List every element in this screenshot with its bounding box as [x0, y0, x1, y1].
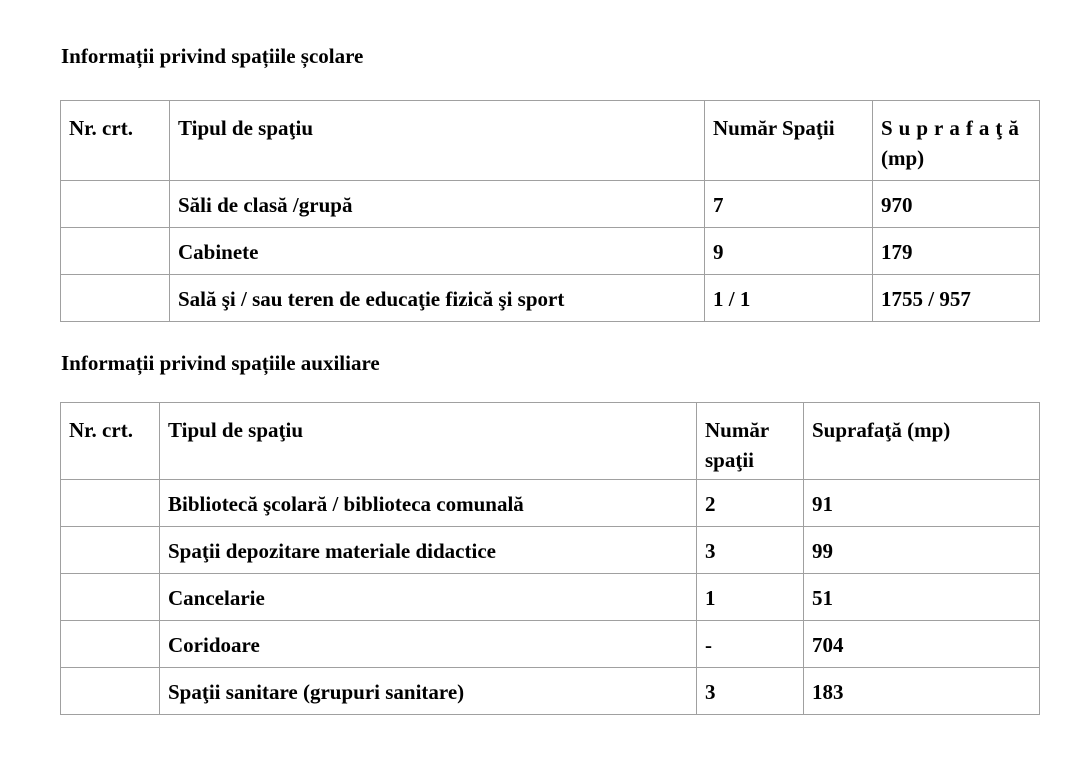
- table-row: [61, 480, 1040, 527]
- cell-nr: [61, 621, 160, 668]
- table-header-row: [61, 403, 1040, 480]
- header-numar-spatii: Număr Spaţii: [705, 101, 873, 181]
- cell-numar: 7: [705, 181, 873, 228]
- cell-numar: 1 / 1: [705, 275, 873, 322]
- table-row: [61, 527, 1040, 574]
- cell-suprafata: 51: [804, 574, 1040, 621]
- cell-numar: 9: [705, 228, 873, 275]
- cell-suprafata: 99: [804, 527, 1040, 574]
- table-row: [61, 228, 1040, 275]
- cell-nr: [61, 275, 170, 322]
- header-suprafata: [873, 101, 1040, 181]
- cell-nr: [61, 480, 160, 527]
- header-suprafata-unit: (mp): [881, 146, 925, 170]
- cell-tip: Bibliotecă şcolară / biblioteca comunală: [160, 480, 697, 527]
- cell-nr: [61, 668, 160, 715]
- table-header-row: [61, 101, 1040, 181]
- cell-numar: 3: [697, 668, 804, 715]
- cell-numar: 2: [697, 480, 804, 527]
- cell-suprafata: 970: [873, 181, 1040, 228]
- section-title-school-spaces: Informații privind spațiile școlare: [61, 44, 364, 68]
- header-tip-spatiu: Tipul de spaţiu: [160, 403, 697, 480]
- cell-nr: [61, 574, 160, 621]
- table-row: [61, 275, 1040, 322]
- header-numar-spatii: Număr spaţii: [697, 403, 804, 480]
- header-nr-crt: Nr. crt.: [61, 403, 160, 480]
- cell-numar: 3: [697, 527, 804, 574]
- auxiliary-spaces-table: [60, 402, 1040, 715]
- cell-nr: [61, 181, 170, 228]
- header-nr-crt: Nr. crt.: [61, 101, 170, 181]
- header-suprafata: Suprafaţă (mp): [804, 403, 1040, 480]
- cell-tip: Cancelarie: [160, 574, 697, 621]
- cell-tip: Sală şi / sau teren de educaţie fizică şi sport: [170, 275, 705, 322]
- cell-suprafata: 1755 / 957: [873, 275, 1040, 322]
- cell-nr: [61, 228, 170, 275]
- cell-suprafata: 179: [873, 228, 1040, 275]
- cell-tip: Cabinete: [170, 228, 705, 275]
- table-row: [61, 668, 1040, 715]
- cell-tip: Coridoare: [160, 621, 697, 668]
- cell-nr: [61, 527, 160, 574]
- table-row: [61, 574, 1040, 621]
- table-row: [61, 181, 1040, 228]
- header-tip-spatiu: Tipul de spaţiu: [170, 101, 705, 181]
- section-title-auxiliary-spaces: Informații privind spațiile auxiliare: [61, 351, 380, 375]
- table-row: [61, 621, 1040, 668]
- cell-tip: Spaţii depozitare materiale didactice: [160, 527, 697, 574]
- cell-suprafata: 91: [804, 480, 1040, 527]
- header-suprafata-label: Suprafaţă: [881, 116, 1025, 140]
- cell-tip: Spaţii sanitare (grupuri sanitare): [160, 668, 697, 715]
- cell-suprafata: 704: [804, 621, 1040, 668]
- cell-numar: -: [697, 621, 804, 668]
- cell-tip: Săli de clasă /grupă: [170, 181, 705, 228]
- cell-suprafata: 183: [804, 668, 1040, 715]
- cell-numar: 1: [697, 574, 804, 621]
- school-spaces-table: [60, 100, 1040, 322]
